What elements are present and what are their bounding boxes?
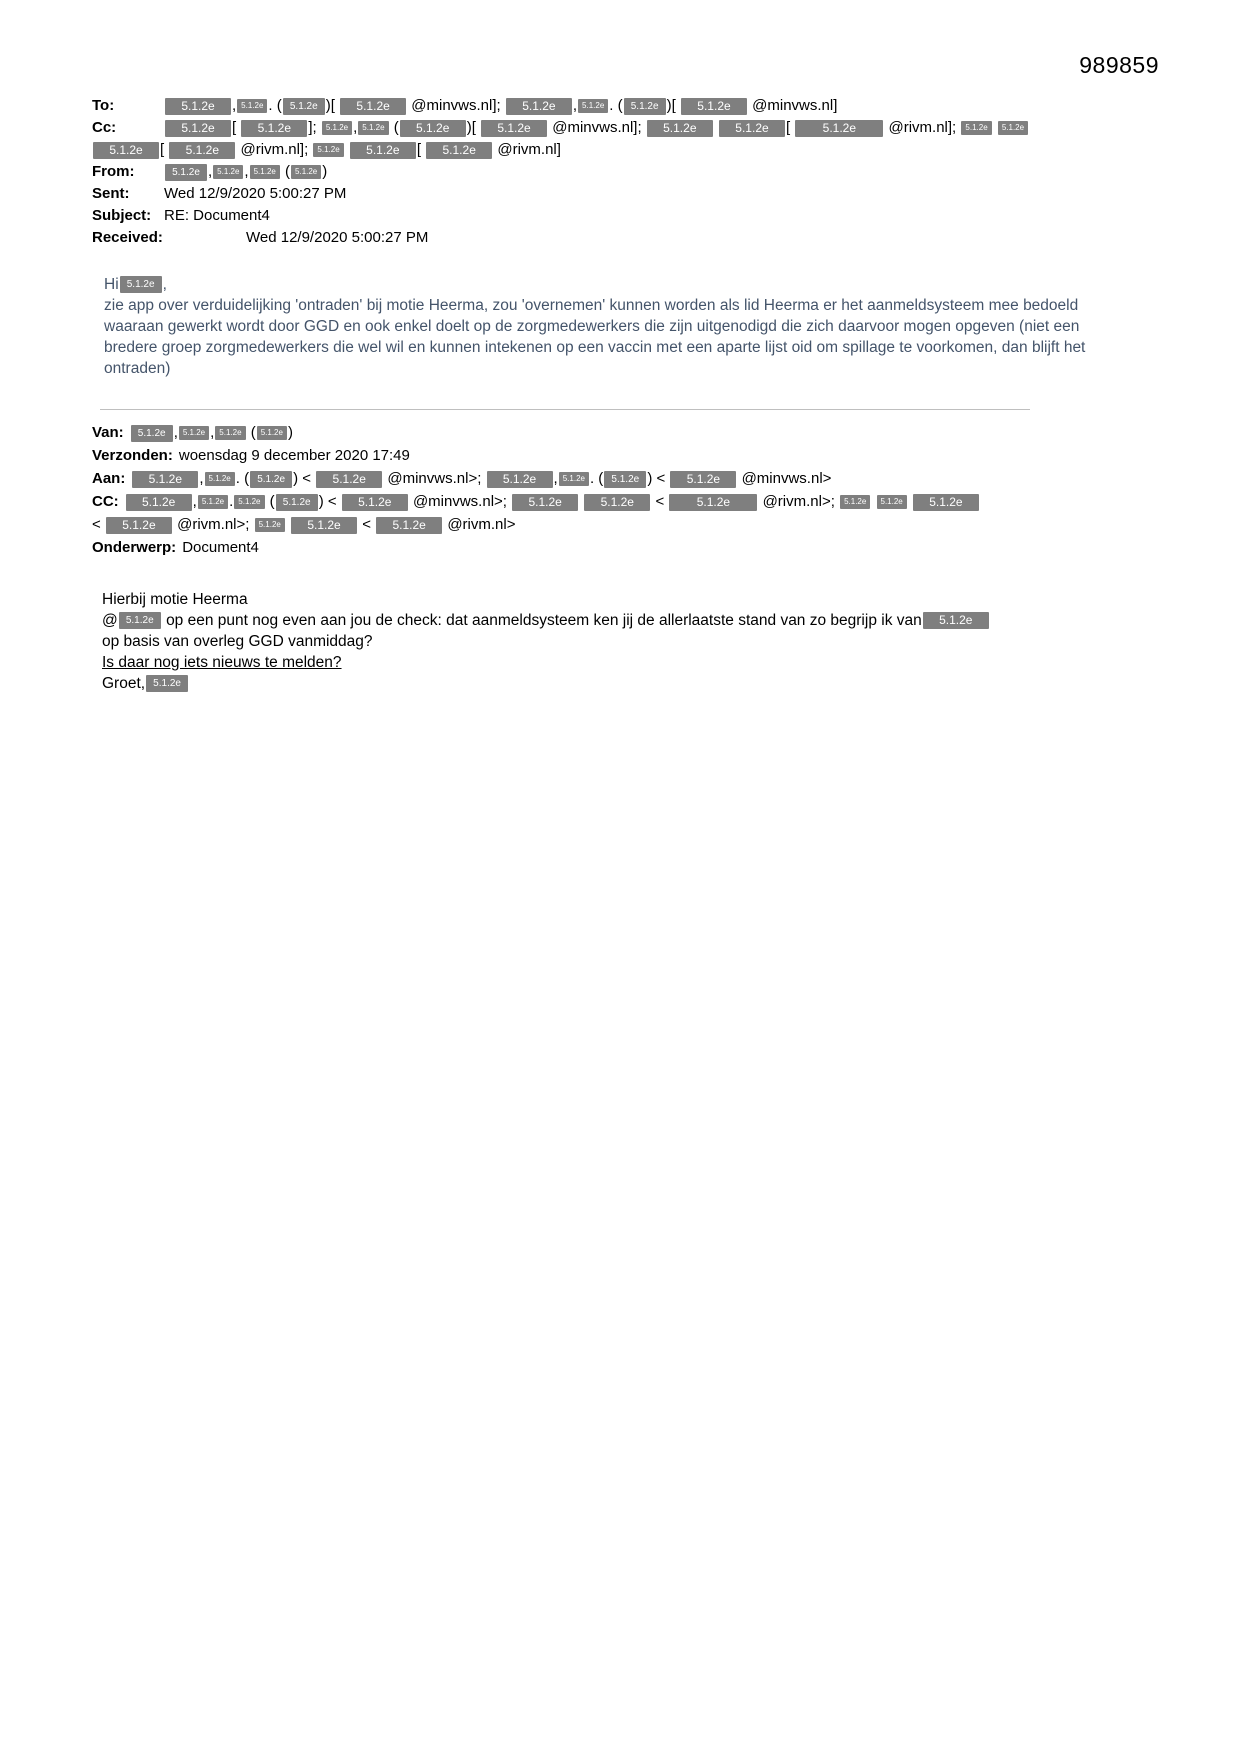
cc-value-continued: 5.1.2e [ 5.1.2e @rivm.nl]; 5.1.2e 5.1.2e [ 5.1.2e @rivm.nl] bbox=[92, 139, 1152, 160]
aan-domain-1: @minvws.nl>; bbox=[387, 470, 482, 487]
redaction-chip: 5.1.2e bbox=[255, 518, 285, 532]
redaction-chip: 5.1.2e bbox=[93, 142, 159, 159]
redaction-chip: 5.1.2e bbox=[624, 98, 666, 115]
redaction-chip: 5.1.2e bbox=[358, 121, 388, 135]
redaction-chip: 5.1.2e bbox=[604, 471, 646, 488]
redaction-chip: 5.1.2e bbox=[998, 121, 1028, 135]
sent-value: Wed 12/9/2020 5:00:27 PM bbox=[164, 185, 347, 202]
cc-domain-1: @minvws.nl]; bbox=[552, 119, 642, 136]
quoted-header-block bbox=[92, 422, 1152, 559]
redaction-chip: 5.1.2e bbox=[257, 426, 287, 440]
van-value: 5.1.2e , 5.1.2e , 5.1.2e ( 5.1.2e ) bbox=[130, 422, 1152, 444]
redaction-chip: 5.1.2e bbox=[795, 120, 883, 137]
to-value: 5.1.2e , 5.1.2e . ( 5.1.2e )[ 5.1.2e @minvws.nl]; 5.1.2e , 5.1.2e . ( 5.1.2e )[ 5.1.2e @minvws.nl] bbox=[164, 95, 1152, 116]
mention-at: @ bbox=[102, 612, 118, 629]
redaction-chip: 5.1.2e bbox=[205, 472, 235, 486]
onderwerp-value: Document4 bbox=[182, 539, 259, 556]
redaction-chip: 5.1.2e bbox=[923, 612, 989, 629]
redaction-chip: 5.1.2e bbox=[198, 495, 228, 509]
signoff-text: Groet, bbox=[102, 675, 146, 692]
header-row-to bbox=[92, 95, 1152, 116]
cc-value: 5.1.2e [ 5.1.2e ]; 5.1.2e , 5.1.2e ( 5.1.2e )[ 5.1.2e @minvws.nl]; 5.1.2e 5.1.2e [ 5.1.2e @rivm.nl]; 5.1.2e 5.1.2e bbox=[164, 117, 1152, 138]
redaction-chip: 5.1.2e bbox=[584, 494, 650, 511]
quoted-line-3: op basis van overleg GGD vanmiddag? bbox=[102, 633, 373, 650]
redaction-chip: 5.1.2e bbox=[132, 471, 198, 488]
redaction-chip: 5.1.2e bbox=[487, 471, 553, 488]
redaction-chip: 5.1.2e bbox=[215, 426, 245, 440]
redaction-chip: 5.1.2e bbox=[426, 142, 492, 159]
redaction-chip: 5.1.2e bbox=[913, 494, 979, 511]
redaction-chip: 5.1.2e bbox=[165, 98, 231, 115]
aan-label: Aan: bbox=[92, 470, 126, 487]
document-id: 989859 bbox=[1079, 52, 1159, 78]
redaction-chip: 5.1.2e bbox=[119, 612, 161, 629]
verzonden-value: woensdag 9 december 2020 17:49 bbox=[178, 447, 410, 464]
quoted-row-cc bbox=[92, 491, 1152, 513]
header-row-received bbox=[92, 227, 1152, 248]
redaction-chip: 5.1.2e bbox=[237, 99, 267, 113]
cc-domain-4: @rivm.nl] bbox=[497, 141, 561, 158]
aan-value: 5.1.2e , 5.1.2e . ( 5.1.2e ) < 5.1.2e @minvws.nl>; 5.1.2e , 5.1.2e . ( 5.1.2e ) < 5.1.2e @minvws.nl> bbox=[131, 468, 1152, 490]
to-label: To: bbox=[92, 97, 115, 114]
redaction-chip: 5.1.2e bbox=[126, 494, 192, 511]
redaction-chip: 5.1.2e bbox=[241, 120, 307, 137]
redaction-chip: 5.1.2e bbox=[840, 495, 870, 509]
redaction-chip: 5.1.2e bbox=[670, 471, 736, 488]
quoted-row-onderwerp bbox=[92, 537, 1152, 559]
redaction-chip: 5.1.2e bbox=[291, 517, 357, 534]
redaction-chip: 5.1.2e bbox=[106, 517, 172, 534]
redaction-chip: 5.1.2e bbox=[559, 472, 589, 486]
redaction-chip: 5.1.2e bbox=[146, 675, 188, 692]
redaction-chip: 5.1.2e bbox=[169, 142, 235, 159]
redaction-chip: 5.1.2e bbox=[322, 121, 352, 135]
quoted-row-van bbox=[92, 422, 1152, 444]
redaction-chip: 5.1.2e bbox=[340, 98, 406, 115]
quoted-cc-value-continued: < 5.1.2e @rivm.nl>; 5.1.2e 5.1.2e < 5.1.2e @rivm.nl> bbox=[92, 516, 516, 533]
verzonden-label: Verzonden: bbox=[92, 447, 173, 464]
cc-domain-3: @rivm.nl]; bbox=[240, 141, 309, 158]
redaction-chip: 5.1.2e bbox=[283, 98, 325, 115]
email-content bbox=[92, 95, 1152, 694]
redaction-chip: 5.1.2e bbox=[313, 143, 343, 157]
redaction-chip: 5.1.2e bbox=[376, 517, 442, 534]
header-row-from bbox=[92, 161, 1152, 182]
redaction-chip: 5.1.2e bbox=[961, 121, 991, 135]
redaction-chip: 5.1.2e bbox=[647, 120, 713, 137]
header-row-sent bbox=[92, 183, 1152, 204]
sent-label: Sent: bbox=[92, 185, 130, 202]
quoted-line-4-text: Is daar nog iets nieuws te melden? bbox=[102, 654, 342, 671]
quoted-line-5 bbox=[102, 673, 1102, 694]
quoted-line-1: Hierbij motie Heerma bbox=[102, 591, 248, 608]
aan-domain-2: @minvws.nl> bbox=[741, 470, 832, 487]
redaction-chip: 5.1.2e bbox=[719, 120, 785, 137]
message-paragraph: zie app over verduidelijking 'ontraden' bij motie Heerma, zou 'overnemen' kunnen worden als lid Heerma er het aanmeldsysteem mee bedoeld waaraan gewerkt wordt door GGD en ook enkel doelt op de zorgmedewerkers die zijn uitgenodigd die zich daarvoor mogen opgeven (niet een bredere groep zorgmedewerkers die wel wil en kunnen intekenen op een vaccin met een aparte lijst oid om spillage te voorkomen, dan blijft het ontraden) bbox=[104, 297, 1086, 377]
redaction-chip: 5.1.2e bbox=[512, 494, 578, 511]
redaction-chip: 5.1.2e bbox=[120, 276, 162, 293]
redaction-chip: 5.1.2e bbox=[276, 494, 318, 511]
cc-domain-2: @rivm.nl]; bbox=[888, 119, 957, 136]
redaction-chip: 5.1.2e bbox=[400, 120, 466, 137]
quoted-cc-domain-3: @rivm.nl>; bbox=[177, 516, 250, 533]
quoted-message-body bbox=[102, 589, 1102, 694]
redaction-chip: 5.1.2e bbox=[291, 165, 321, 179]
redaction-chip: 5.1.2e bbox=[165, 164, 207, 181]
quoted-row-cc-cont bbox=[92, 514, 1152, 536]
redaction-chip: 5.1.2e bbox=[250, 165, 280, 179]
quoted-cc-domain-2: @rivm.nl>; bbox=[762, 493, 835, 510]
quoted-cc-domain-1: @minvws.nl>; bbox=[412, 493, 507, 510]
onderwerp-label: Onderwerp: bbox=[92, 539, 177, 556]
email-header-block bbox=[92, 95, 1152, 248]
redaction-chip: 5.1.2e bbox=[234, 495, 264, 509]
quoted-row-aan bbox=[92, 468, 1152, 490]
van-label: Van: bbox=[92, 424, 124, 441]
from-label: From: bbox=[92, 163, 135, 180]
redaction-chip: 5.1.2e bbox=[877, 495, 907, 509]
redaction-chip: 5.1.2e bbox=[481, 120, 547, 137]
quoted-line-4 bbox=[102, 652, 1102, 673]
redaction-chip: 5.1.2e bbox=[131, 425, 173, 442]
redaction-chip: 5.1.2e bbox=[342, 494, 408, 511]
redaction-chip: 5.1.2e bbox=[350, 142, 416, 159]
greeting-comma: , bbox=[162, 276, 167, 293]
from-value: 5.1.2e , 5.1.2e , 5.1.2e ( 5.1.2e ) bbox=[164, 161, 1152, 182]
cc-label: Cc: bbox=[92, 119, 117, 136]
received-label: Received: bbox=[92, 229, 163, 246]
redaction-chip: 5.1.2e bbox=[165, 120, 231, 137]
redaction-chip: 5.1.2e bbox=[506, 98, 572, 115]
redaction-chip: 5.1.2e bbox=[669, 494, 757, 511]
greeting-text: Hi bbox=[104, 276, 119, 293]
quoted-row-verzonden bbox=[92, 445, 1152, 467]
quoted-cc-label: CC: bbox=[92, 493, 119, 510]
redaction-chip: 5.1.2e bbox=[578, 99, 608, 113]
redaction-chip: 5.1.2e bbox=[681, 98, 747, 115]
to-domain-1: @minvws.nl]; bbox=[411, 97, 501, 114]
redaction-chip: 5.1.2e bbox=[179, 426, 209, 440]
redaction-chip: 5.1.2e bbox=[250, 471, 292, 488]
header-row-subject bbox=[92, 205, 1152, 226]
redaction-chip: 5.1.2e bbox=[316, 471, 382, 488]
quoted-cc-value: 5.1.2e , 5.1.2e . 5.1.2e ( 5.1.2e ) < 5.1.2e @minvws.nl>; 5.1.2e 5.1.2e < 5.1.2e @rivm.nl>; 5.1.2e 5.1.2e 5.1.2e bbox=[125, 491, 1152, 513]
subject-value: RE: Document4 bbox=[164, 207, 270, 224]
header-row-cc bbox=[92, 117, 1152, 138]
subject-label: Subject: bbox=[92, 207, 152, 224]
redaction-chip: 5.1.2e bbox=[213, 165, 243, 179]
received-value: Wed 12/9/2020 5:00:27 PM bbox=[246, 229, 429, 246]
quoted-line-2-text: op een punt nog even aan jou de check: dat aanmeldsysteem ken jij de allerlaatste stand van zo begrijp ik van bbox=[166, 612, 922, 629]
message-body bbox=[104, 274, 1119, 379]
to-domain-2: @minvws.nl] bbox=[752, 97, 838, 114]
quoted-line-2 bbox=[102, 610, 1102, 631]
quote-separator bbox=[100, 409, 1030, 410]
header-row-cc-cont bbox=[92, 139, 1152, 160]
quoted-cc-domain-4: @rivm.nl> bbox=[447, 516, 516, 533]
